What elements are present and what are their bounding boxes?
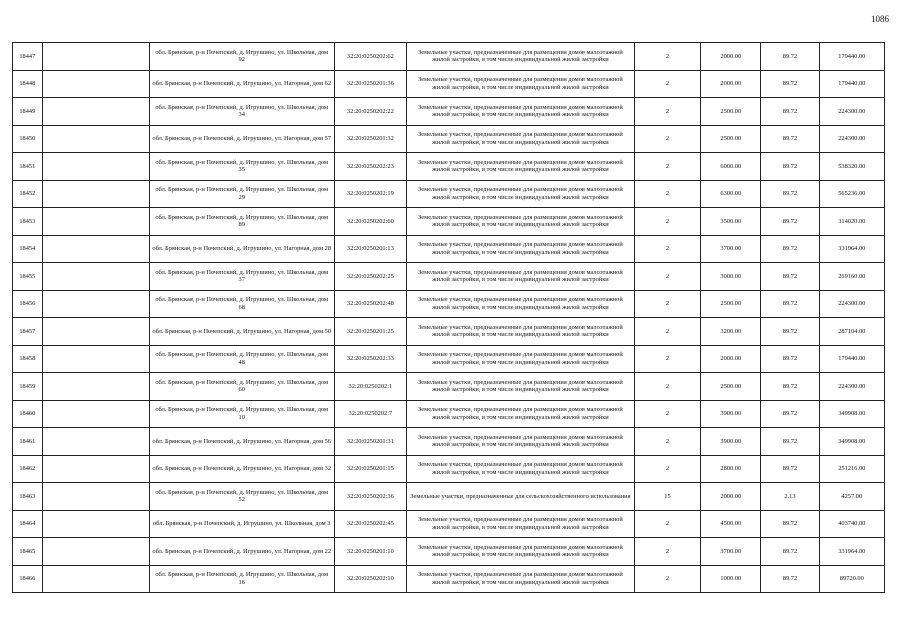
land-use-cell: Земельные участки, предназначенные для размещения домов малоэтажной жилой застройки, в том числе индивидуальной жилой застройки [407,538,635,566]
address-cell: обл. Брянская, р-н Почепский, д. Игрушино, ул. Нагорная, дом 57 [149,125,334,153]
address-cell: обл. Брянская, р-н Почепский, д. Игрушино, ул. Школьная, дом 89 [149,208,334,236]
empty-cell [42,70,149,98]
specific-value-cell: 89.72 [761,43,819,71]
specific-value-cell: 89.72 [761,263,819,291]
cadastral-number-cell: 32:20:0250202:60 [334,208,406,236]
land-use-cell: Земельные участки, предназначенные для размещения домов малоэтажной жилой застройки, в том числе индивидуальной жилой застройки [407,70,635,98]
empty-cell [42,510,149,538]
address-cell: обл. Брянская, р-н Почепский, д. Игрушино, ул. Школьная, дом 10 [149,400,334,428]
table-row [13,235,885,263]
row-number-cell: 18452 [13,180,43,208]
cadastral-number-cell: 32:20:0250201:10 [334,538,406,566]
area-cell: 3000.00 [701,263,761,291]
specific-value-cell: 89.72 [761,538,819,566]
specific-value-cell: 89.72 [761,153,819,181]
cadastral-value-cell: 4257.00 [819,483,884,511]
specific-value-cell: 89.72 [761,345,819,373]
category-code-cell: 2 [634,208,700,236]
cadastral-value-cell: 224300.00 [819,373,884,401]
area-cell: 2500.00 [701,290,761,318]
specific-value-cell: 89.72 [761,70,819,98]
table-row [13,153,885,181]
page-number: 1086 [871,14,889,24]
category-code-cell: 2 [634,180,700,208]
empty-cell [42,208,149,236]
category-code-cell: 2 [634,345,700,373]
cadastral-number-cell: 32:20:0250202:10 [334,565,406,593]
cadastral-number-cell: 32:20:0250201:25 [334,318,406,346]
cadastral-number-cell: 32:20:0250202:22 [334,98,406,126]
empty-cell [42,345,149,373]
cadastral-number-cell: 32:20:0250202:62 [334,43,406,71]
area-cell: 2800.00 [701,455,761,483]
row-number-cell: 18460 [13,400,43,428]
land-use-cell: Земельные участки, предназначенные для размещения домов малоэтажной жилой застройки, в том числе индивидуальной жилой застройки [407,345,635,373]
category-code-cell: 2 [634,538,700,566]
specific-value-cell: 2.13 [761,483,819,511]
land-use-cell: Земельные участки, предназначенные для размещения домов малоэтажной жилой застройки, в том числе индивидуальной жилой застройки [407,373,635,401]
table-row [13,483,885,511]
land-use-cell: Земельные участки, предназначенные для размещения домов малоэтажной жилой застройки, в том числе индивидуальной жилой застройки [407,428,635,456]
cadastral-number-cell: 32:20:0250202:1 [334,373,406,401]
area-cell: 1000.00 [701,565,761,593]
address-cell: обл. Брянская, р-н Почепский, д. Игрушино, ул. Нагорная, дом 22 [149,538,334,566]
category-code-cell: 2 [634,318,700,346]
area-cell: 2000.00 [701,70,761,98]
registry-body [13,43,885,593]
land-use-cell: Земельные участки, предназначенные для размещения домов малоэтажной жилой застройки, в том числе индивидуальной жилой застройки [407,263,635,291]
category-code-cell: 2 [634,428,700,456]
empty-cell [42,318,149,346]
area-cell: 3500.00 [701,208,761,236]
land-use-cell: Земельные участки, предназначенные для размещения домов малоэтажной жилой застройки, в том числе индивидуальной жилой застройки [407,318,635,346]
cadastral-value-cell: 287104.00 [819,318,884,346]
land-use-cell: Земельные участки, предназначенные для размещения домов малоэтажной жилой застройки, в том числе индивидуальной жилой застройки [407,290,635,318]
area-cell: 2500.00 [701,98,761,126]
cadastral-number-cell: 32:20:0250201:31 [334,428,406,456]
specific-value-cell: 89.72 [761,318,819,346]
area-cell: 2000.00 [701,483,761,511]
address-cell: обл. Брянская, р-н Почепский, д. Игрушино, ул. Нагорная, дом 32 [149,455,334,483]
empty-cell [42,263,149,291]
category-code-cell: 2 [634,510,700,538]
cadastral-number-cell: 32:20:0250201:32 [334,125,406,153]
address-cell: обл. Брянская, р-н Почепский, д. Игрушино, ул. Нагорная, дом 56 [149,428,334,456]
category-code-cell: 2 [634,43,700,71]
land-use-cell: Земельные участки, предназначенные для размещения домов малоэтажной жилой застройки, в том числе индивидуальной жилой застройки [407,565,635,593]
address-cell: обл. Брянская, р-н Почепский, д. Игрушино, ул. Нагорная, дом 62 [149,70,334,98]
empty-cell [42,455,149,483]
area-cell: 3700.00 [701,538,761,566]
cadastral-value-cell: 331964.00 [819,538,884,566]
row-number-cell: 18465 [13,538,43,566]
specific-value-cell: 89.72 [761,180,819,208]
row-number-cell: 18453 [13,208,43,236]
cadastral-value-cell: 224300.00 [819,125,884,153]
land-use-cell: Земельные участки, предназначенные для размещения домов малоэтажной жилой застройки, в том числе индивидуальной жилой застройки [407,235,635,263]
area-cell: 2500.00 [701,373,761,401]
row-number-cell: 18447 [13,43,43,71]
land-use-cell: Земельные участки, предназначенные для размещения домов малоэтажной жилой застройки, в том числе индивидуальной жилой застройки [407,208,635,236]
category-code-cell: 2 [634,70,700,98]
specific-value-cell: 89.72 [761,208,819,236]
table-row [13,373,885,401]
area-cell: 6300.00 [701,180,761,208]
row-number-cell: 18450 [13,125,43,153]
empty-cell [42,400,149,428]
empty-cell [42,98,149,126]
category-code-cell: 2 [634,373,700,401]
area-cell: 4500.00 [701,510,761,538]
land-use-cell: Земельные участки, предназначенные для размещения домов малоэтажной жилой застройки, в том числе индивидуальной жилой застройки [407,98,635,126]
cadastral-value-cell: 179440.00 [819,43,884,71]
specific-value-cell: 89.72 [761,290,819,318]
table-row [13,538,885,566]
table-row [13,400,885,428]
land-use-cell: Земельные участки, предназначенные для размещения домов малоэтажной жилой застройки, в том числе индивидуальной жилой застройки [407,180,635,208]
cadastral-value-cell: 89720.00 [819,565,884,593]
row-number-cell: 18451 [13,153,43,181]
row-number-cell: 18461 [13,428,43,456]
category-code-cell: 2 [634,235,700,263]
empty-cell [42,565,149,593]
row-number-cell: 18449 [13,98,43,126]
row-number-cell: 18448 [13,70,43,98]
cadastral-value-cell: 224300.00 [819,98,884,126]
row-number-cell: 18459 [13,373,43,401]
table-row [13,208,885,236]
address-cell: обл. Брянская, р-н Почепский, д. Игрушино, ул. Школьная, дом 37 [149,263,334,291]
land-use-cell: Земельные участки, предназначенные для размещения домов малоэтажной жилой застройки, в том числе индивидуальной жилой застройки [407,125,635,153]
table-row [13,510,885,538]
cadastral-number-cell: 32:20:0250202:19 [334,180,406,208]
address-cell: обл. Брянская, р-н Почепский, д. Игрушино, ул. Школьная, дом 52 [149,483,334,511]
table-row [13,428,885,456]
area-cell: 2500.00 [701,125,761,153]
address-cell: обл. Брянская, р-н Почепский, д. Игрушино, ул. Школьная, дом 68 [149,290,334,318]
row-number-cell: 18457 [13,318,43,346]
empty-cell [42,125,149,153]
address-cell: обл. Брянская, р-н Почепский, д. Игрушино, ул. Школьная, дом 16 [149,565,334,593]
category-code-cell: 2 [634,400,700,428]
land-use-cell: Земельные участки, предназначенные для размещения домов малоэтажной жилой застройки, в том числе индивидуальной жилой застройки [407,455,635,483]
table-row [13,70,885,98]
specific-value-cell: 89.72 [761,400,819,428]
area-cell: 2000.00 [701,345,761,373]
area-cell: 2000.00 [701,43,761,71]
cadastral-number-cell: 32:20:0250202:7 [334,400,406,428]
category-code-cell: 2 [634,153,700,181]
area-cell: 3200.00 [701,318,761,346]
row-number-cell: 18456 [13,290,43,318]
cadastral-value-cell: 538320.00 [819,153,884,181]
address-cell: обл. Брянская, р-н Почепский, д. Игрушино, ул. Школьная, дом 3 [149,510,334,538]
table-row [13,345,885,373]
land-registry-table [12,42,885,593]
address-cell: обл. Брянская, р-н Почепский, д. Игрушино, ул. Школьная, дом 34 [149,98,334,126]
category-code-cell: 2 [634,125,700,153]
cadastral-value-cell: 251216.00 [819,455,884,483]
empty-cell [42,373,149,401]
cadastral-number-cell: 32:20:0250201:13 [334,235,406,263]
table-row [13,98,885,126]
table-row [13,455,885,483]
table-row [13,263,885,291]
category-code-cell: 2 [634,565,700,593]
empty-cell [42,290,149,318]
category-code-cell: 2 [634,290,700,318]
category-code-cell: 2 [634,455,700,483]
land-use-cell: Земельные участки, предназначенные для размещения домов малоэтажной жилой застройки, в том числе индивидуальной жилой застройки [407,153,635,181]
address-cell: обл. Брянская, р-н Почепский, д. Игрушино, ул. Школьная, дом 60 [149,373,334,401]
cadastral-number-cell: 32:20:0250202:48 [334,290,406,318]
cadastral-value-cell: 403740.00 [819,510,884,538]
area-cell: 6000.00 [701,153,761,181]
cadastral-number-cell: 32:20:0250202:36 [334,483,406,511]
cadastral-value-cell: 179440.00 [819,345,884,373]
specific-value-cell: 89.72 [761,98,819,126]
cadastral-value-cell: 349908.00 [819,400,884,428]
empty-cell [42,180,149,208]
row-number-cell: 18464 [13,510,43,538]
row-number-cell: 18466 [13,565,43,593]
address-cell: обл. Брянская, р-н Почепский, д. Игрушино, ул. Нагорная, дом 50 [149,318,334,346]
cadastral-value-cell: 565236.00 [819,180,884,208]
category-code-cell: 15 [634,483,700,511]
specific-value-cell: 89.72 [761,428,819,456]
cadastral-number-cell: 32:20:0250201:15 [334,455,406,483]
cadastral-number-cell: 32:20:0250201:36 [334,70,406,98]
address-cell: обл. Брянская, р-н Почепский, д. Игрушино, ул. Школьная, дом 48 [149,345,334,373]
land-use-cell: Земельные участки, предназначенные для размещения домов малоэтажной жилой застройки, в том числе индивидуальной жилой застройки [407,510,635,538]
empty-cell [42,153,149,181]
cadastral-number-cell: 32:20:0250202:23 [334,153,406,181]
empty-cell [42,483,149,511]
land-use-cell: Земельные участки, предназначенные для размещения домов малоэтажной жилой застройки, в том числе индивидуальной жилой застройки [407,43,635,71]
row-number-cell: 18463 [13,483,43,511]
area-cell: 3900.00 [701,428,761,456]
address-cell: обл. Брянская, р-н Почепский, д. Игрушино, ул. Школьная, дом 92 [149,43,334,71]
cadastral-value-cell: 269160.00 [819,263,884,291]
table-row [13,565,885,593]
cadastral-value-cell: 179440.00 [819,70,884,98]
empty-cell [42,235,149,263]
empty-cell [42,428,149,456]
table-row [13,43,885,71]
specific-value-cell: 89.72 [761,235,819,263]
specific-value-cell: 89.72 [761,565,819,593]
row-number-cell: 18454 [13,235,43,263]
table-row [13,318,885,346]
cadastral-number-cell: 32:20:0250202:33 [334,345,406,373]
land-use-cell: Земельные участки, предназначенные для размещения домов малоэтажной жилой застройки, в том числе индивидуальной жилой застройки [407,400,635,428]
category-code-cell: 2 [634,263,700,291]
cadastral-value-cell: 349908.00 [819,428,884,456]
specific-value-cell: 89.72 [761,125,819,153]
area-cell: 3900.00 [701,400,761,428]
land-use-cell: Земельные участки, предназначенные для сельскохозяйственного использования [407,483,635,511]
address-cell: обл. Брянская, р-н Почепский, д. Игрушино, ул. Школьная, дом 35 [149,153,334,181]
empty-cell [42,538,149,566]
row-number-cell: 18458 [13,345,43,373]
cadastral-value-cell: 224300.00 [819,290,884,318]
area-cell: 3700.00 [701,235,761,263]
specific-value-cell: 89.72 [761,373,819,401]
row-number-cell: 18462 [13,455,43,483]
specific-value-cell: 89.72 [761,455,819,483]
row-number-cell: 18455 [13,263,43,291]
table-row [13,125,885,153]
cadastral-number-cell: 32:20:0250202:45 [334,510,406,538]
cadastral-value-cell: 331964.00 [819,235,884,263]
table-row [13,180,885,208]
cadastral-number-cell: 32:20:0250202:25 [334,263,406,291]
address-cell: обл. Брянская, р-н Почепский, д. Игрушино, ул. Школьная, дом 29 [149,180,334,208]
table-row [13,290,885,318]
category-code-cell: 2 [634,98,700,126]
address-cell: обл. Брянская, р-н Почепский, д. Игрушино, ул. Нагорная, дом 28 [149,235,334,263]
empty-cell [42,43,149,71]
specific-value-cell: 89.72 [761,510,819,538]
cadastral-value-cell: 314020.00 [819,208,884,236]
